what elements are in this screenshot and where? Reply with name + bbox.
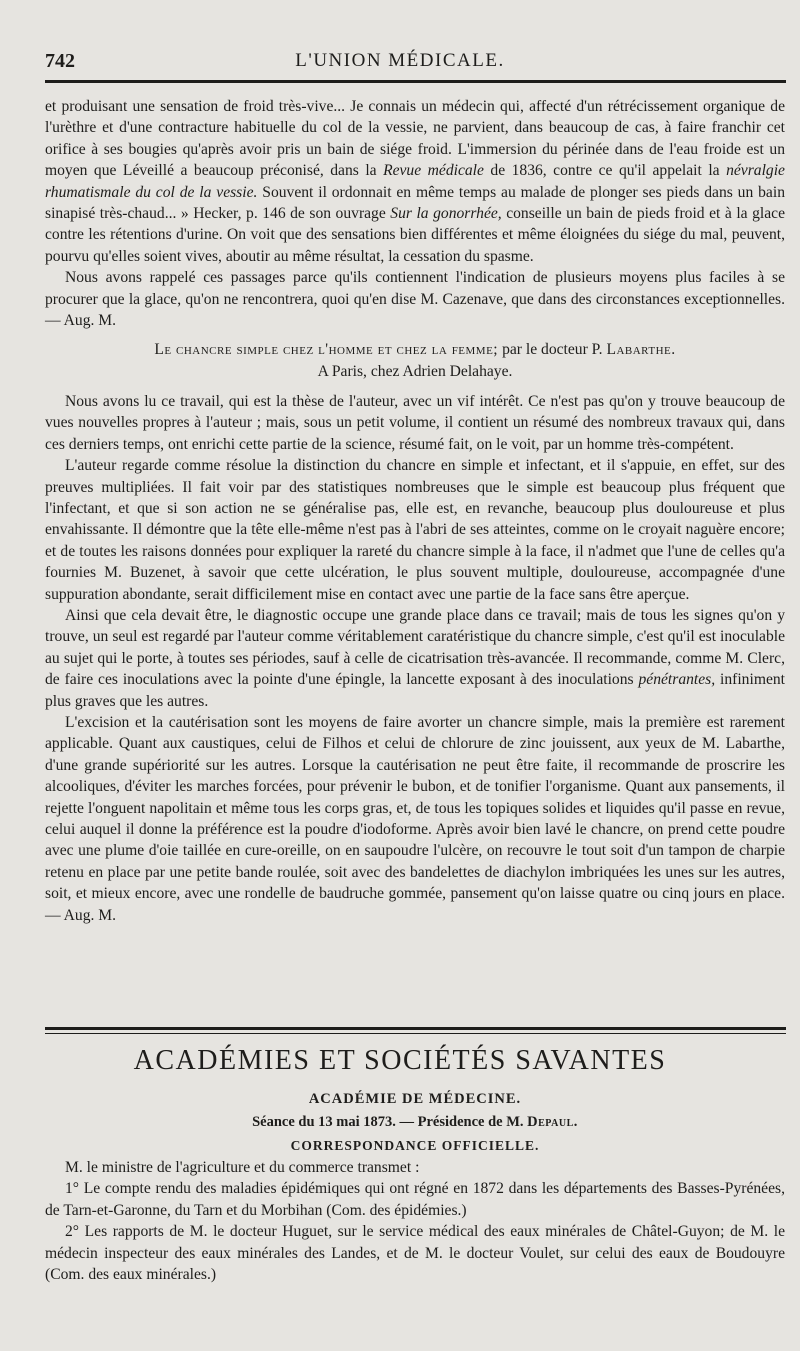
running-head	[0, 44, 800, 74]
review-publisher: A Paris, chez Adrien Delahaye.	[317, 362, 513, 380]
academie-title: ACADÉMIE DE MÉDECINE.	[308, 1091, 522, 1107]
review-paragraph: Ainsi que cela devait être, le diagnostic occupe une grande place dans ce travail; mais de tous les signes qu'on y trouve, un seul est regardé par l'auteur comme véritablement caratéristique du chancre simple, c'est qu'il est inoculable au sujet qui le porte, à toutes ses périodes, sauf à celle de cicatrisation très-avancée. Il recommande, comme M. Clerc, de faire ces inoculations avec la pointe d'une épingle, la lancette exposant à des inoculations pénétrantes, infiniment plus graves que les autres.	[45, 606, 785, 710]
review-title	[45, 339, 785, 360]
correspondance-item: 1° Le compte rendu des maladies épidémiques qui ont régné en 1872 dans les départements des Basses-Pyrénées, de Tarn-et-Garonne, du Tarn et du Morbihan (Com. des épidémies.)	[45, 1180, 785, 1219]
review-paragraph: Nous avons lu ce travail, qui est la thèse de l'auteur, avec un vif intérêt. Ce n'est pas qu'on y trouve beaucoup de vues nouvelles propres à l'auteur ; mais, sous un petit volume, il contient un résumé des nombreux travaux qui, dans ces derniers temps, ont enrichi cette partie de la science, résumé fait, on le voit, par un homme très-compétent.	[45, 392, 785, 453]
review-author-prefix: par le docteur P.	[502, 341, 603, 359]
header-rule	[45, 80, 786, 83]
journal-title: L'UNION MÉDICALE.	[295, 50, 505, 71]
correspondance-item: 2° Les rapports de M. le docteur Huguet, sur le service médical des eaux minérales de Châtel-Guyon; de M. le médecin inspecteur des eaux minérales des Landes, et de M. le docteur Voulet, sur celui des eaux de Boudouyre (Com. des eaux minérales.)	[45, 1223, 785, 1284]
review-paragraph: L'auteur regarde comme résolue la distinction du chancre en simple et infectant, et il s'appuie, en effet, sur des preuves multipliées. Il fait voir par des statistiques nombreuses que le simple est beaucoup plus fréquent que l'infectant, et que si son action ne se généralise pas, elle est, en revanche, beaucoup plus douloureuse et plus envahissante. Il démontre que la tête elle-même n'est pas à l'abri de ses atteintes, comme on le croyait naguère encore; et de toutes les raisons données pour expliquer la rareté du chancre simple à la face, il n'admet que l'une de celles qu'a fournies M. Buzenet, à savoir que cette ulcération, le plus souvent multiple, douloureuse, accompagnée d'une suppuration abondante, serait difficilement mise en contact avec une partie de la face sans être aperçue.	[45, 457, 785, 603]
section-title: ACADÉMIES ET SOCIÉTÉS SAVANTES	[133, 1045, 667, 1076]
review-paragraph: L'excision et la cautérisation sont les moyens de faire avorter un chancre simple, mais la première est rarement applicable. Quant aux caustiques, celui de Filhos et celui de chlorure de zinc jouissent, aux yeux de M. Labarthe, d'une grande supériorité sur les autres. Lorsque la cautérisation ne peut être faite, il recommande de proscrire les alcooliques, d'éviter les marches forcées, pour prévenir le bubon, et de tonifier l'organisme. Quant aux pansements, il rejette l'onguent napolitain et même tous les corps gras, et, de tous les topiques solides et liquides qu'il passe en revue, celui auquel il donne la préférence est la poudre d'iodoforme. Après avoir bien lavé le chancre, on prend cette poudre avec une plume d'oie taillée en cure-oreille, on en saupoudre l'ulcère, on recouvre le tout soit d'un tampon de charpie retenu en place par une petite bande roulée, soit avec des bandelettes de diachylon imbriquées les unes sur les autres, soit, et mieux encore, avec une rondelle de baudruche gommée, pansement qu'on laisse quatre ou cinq jours en place. — Aug. M.	[45, 713, 785, 924]
section-rule-thin	[45, 1033, 786, 1034]
continued-paragraph: et produisant une sensation de froid très-vive... Je connais un médecin qui, affecté d'un rétrécissement organique de l'urèthre et d'une contracture habituelle du col de la vessie, ne parvient, dans beaucoup de cas, à faire franchir cet orifice à ses bougies qu'après avoir pris un bain de siége froid. L'immersion du périnée dans de l'eau froide est un moyen que Léveillé a beaucoup préconisé, dans la Revue médicale de 1836, contre ce qu'il appelait la névralgie rhumatismale du col de la vessie. Souvent il ordonnait en même temps au malade de plonger ses pieds dans un bain sinapisé très-chaud... » Hecker, p. 146 de son ouvrage Sur la gonorrhée, conseille un bain de pieds froid et à la glace contre les rétentions d'urine. On voit que des sensations bien différentes et même éloignées du siége du mal, peuvent, pourvu qu'elles soient vives, aboutir au même résultat, la cessation du spasme.	[45, 98, 785, 265]
review-book-title: Le chancre simple chez l'homme et chez la femme;	[154, 341, 499, 359]
page-number: 742	[45, 50, 75, 72]
correspondance-title: CORRESPONDANCE OFFICIELLE.	[290, 1138, 540, 1153]
review-author-name: Labarthe.	[606, 341, 676, 359]
academie-section	[45, 1088, 785, 1285]
seance-line: Séance du 13 mai 1873. — Présidence de M. Depaul.	[252, 1114, 578, 1130]
closing-paragraph: Nous avons rappelé ces passages parce qu'ils contiennent l'indication de plusieurs moyens plus faciles à se procurer que la glace, qu'on ne rencontrera, quoi qu'en dise M. Cazenave, que dans des circonstances exceptionnelles. — Aug. M.	[45, 269, 785, 330]
section-rule-thick	[45, 1027, 786, 1030]
article-continued	[45, 96, 785, 926]
ministre-intro: M. le ministre de l'agriculture et du commerce transmet :	[65, 1159, 420, 1176]
